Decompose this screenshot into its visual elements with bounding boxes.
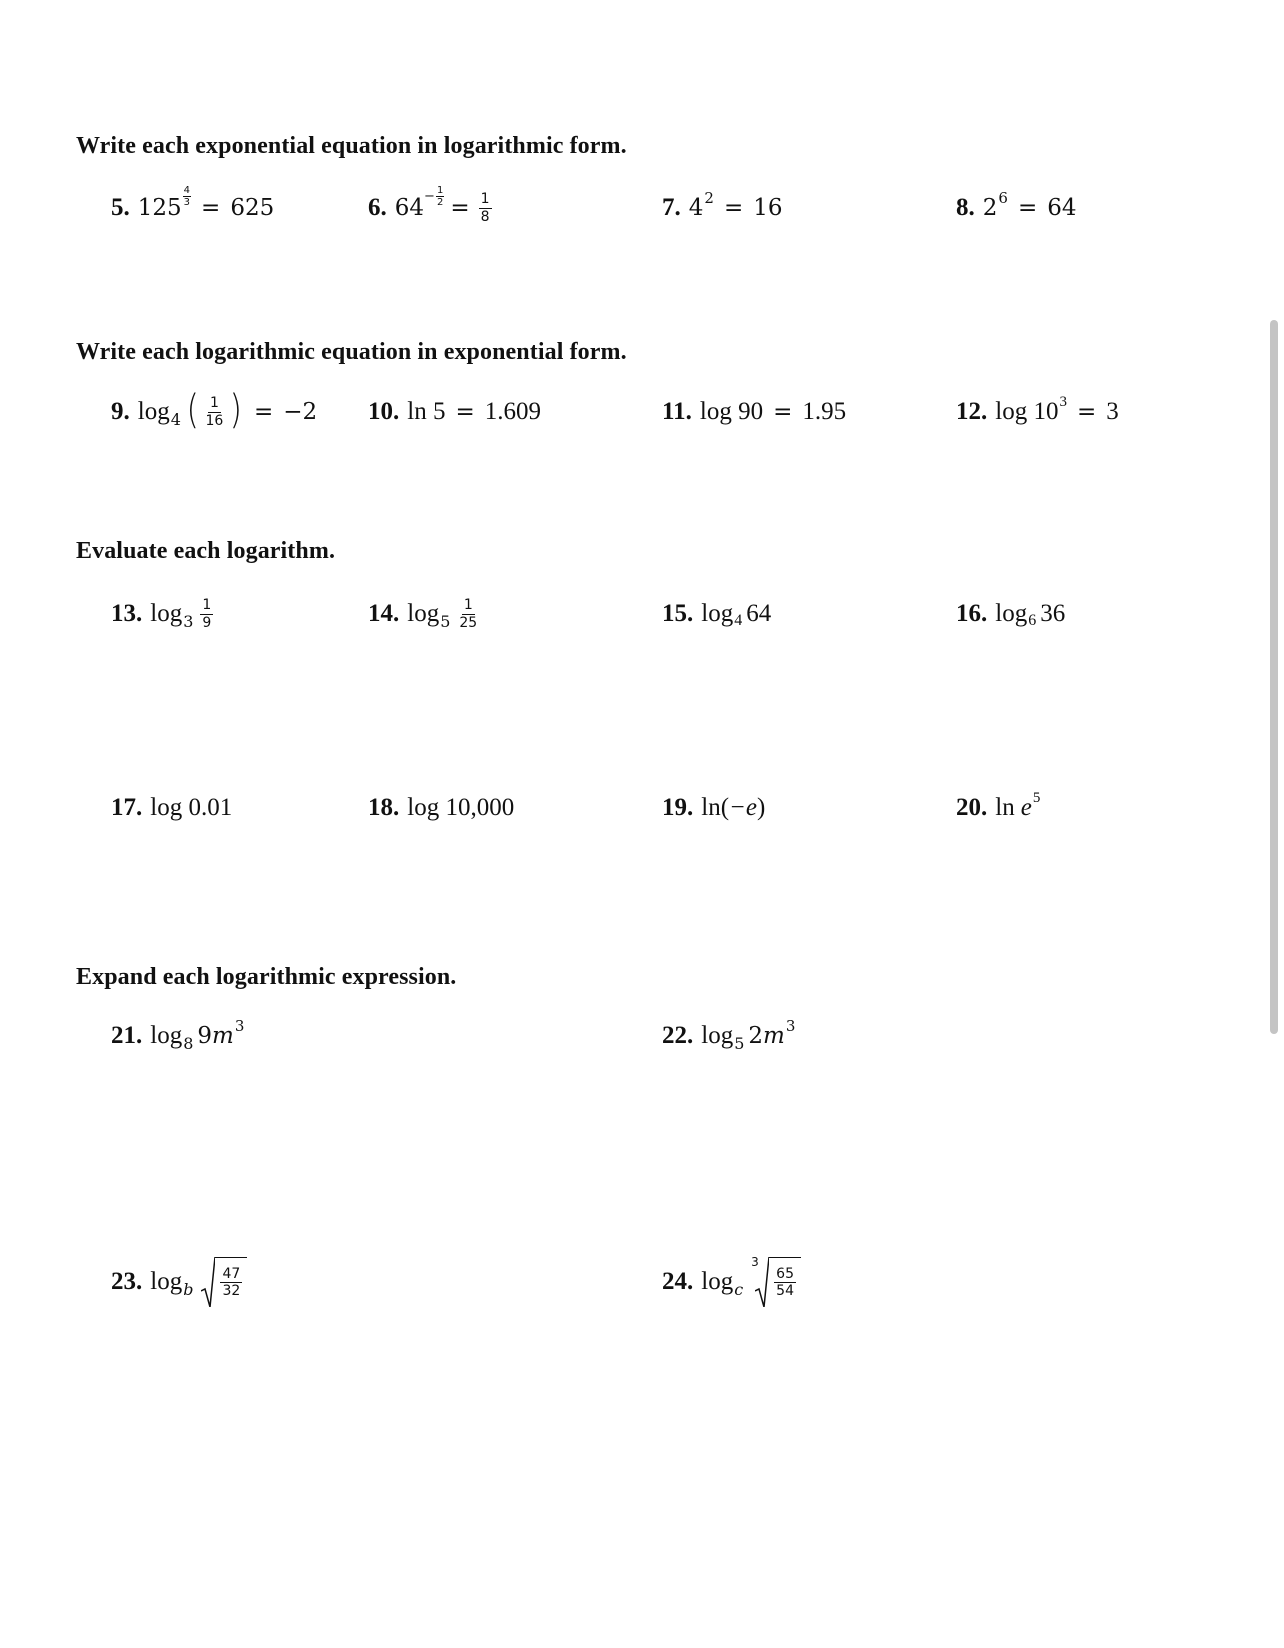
rad-denominator: 54 (776, 1283, 794, 1299)
problem-number: 21. (111, 1022, 143, 1049)
exponent: 2 (704, 189, 714, 207)
log-base: 4 (170, 409, 181, 429)
exp-numerator: 1 (436, 184, 444, 196)
equals: = (455, 399, 475, 425)
problem-23 (111, 1252, 247, 1312)
log-label: log (701, 1022, 734, 1049)
coefficient: 9 (197, 1023, 213, 1049)
section-heading-evaluate: Evaluate each logarithm. (76, 538, 336, 564)
exp-sign: − (424, 188, 435, 204)
log-label: log (150, 1022, 183, 1049)
radicand-fraction (774, 1266, 796, 1299)
problem-number: 13. (111, 600, 143, 627)
problem-number: 19. (662, 794, 694, 821)
problem-number: 15. (662, 600, 694, 627)
coefficient: 2 (748, 1023, 764, 1049)
radicand-fraction (220, 1266, 242, 1299)
exp-denominator: 3 (183, 196, 191, 208)
base: 2 (982, 195, 998, 221)
exponent: 3 (1059, 393, 1067, 410)
log-base: 5 (734, 1033, 745, 1053)
problem-20 (956, 778, 1040, 838)
problem-5 (111, 178, 274, 238)
exponent: 6 (998, 189, 1008, 207)
ln-label: ln (995, 794, 1015, 821)
log-base: 3 (183, 611, 194, 631)
section-heading-logarithmic-form: Write each exponential equation in logarithmic form. (76, 133, 627, 159)
rhs: −2 (283, 399, 318, 425)
log-base: 8 (183, 1033, 194, 1053)
exponent: 3 (234, 1017, 245, 1035)
expression: log 0.01 (150, 794, 233, 821)
e-symbol: e (1020, 794, 1032, 821)
rad-numerator: 65 (776, 1265, 794, 1282)
exponent: 5 (1032, 789, 1041, 806)
expression: log 10 (995, 398, 1059, 425)
variable: m (212, 1023, 234, 1049)
log-label: log (701, 1268, 734, 1295)
arg-fraction (457, 597, 479, 630)
log-label: log (701, 600, 734, 627)
rhs: 3 (1106, 398, 1119, 425)
exponent: 3 (785, 1017, 796, 1035)
problem-18 (368, 778, 514, 838)
rad-denominator: 32 (222, 1283, 241, 1299)
problem-8 (956, 178, 1077, 238)
problem-17 (111, 778, 232, 838)
problem-number: 6. (368, 194, 387, 221)
log-base: b (183, 1279, 194, 1299)
argument: −e (729, 794, 757, 821)
problem-number: 7. (662, 194, 681, 221)
radicand (215, 1257, 247, 1307)
expression: log 10,000 (407, 794, 515, 821)
rhs: 625 (230, 195, 275, 221)
left-paren: ( (186, 387, 199, 433)
rhs: 1.609 (484, 398, 541, 425)
problem-number: 9. (111, 398, 130, 425)
rhs: 64 (1047, 195, 1077, 221)
exponent-fraction (436, 185, 444, 208)
exp-denominator: 2 (436, 196, 444, 208)
base: 64 (394, 195, 425, 221)
arg-denominator: 16 (205, 412, 224, 429)
variable: m (763, 1023, 785, 1049)
close-paren: ) (757, 794, 766, 821)
radicand (769, 1257, 801, 1307)
equals: = (773, 399, 793, 425)
log-label: log (150, 600, 183, 627)
problem-16 (956, 584, 1065, 644)
log-base: 5 (440, 611, 451, 631)
log-label: log (137, 398, 170, 425)
problem-number: 14. (368, 600, 400, 627)
argument: 36 (1040, 600, 1066, 627)
problem-13 (111, 584, 216, 644)
arg-denominator: 25 (459, 614, 478, 631)
ln-label: ln( (701, 794, 730, 821)
rhs-numerator: 1 (480, 191, 490, 208)
problem-number: 8. (956, 194, 975, 221)
problem-number: 10. (368, 398, 400, 425)
expression: ln 5 (407, 398, 446, 425)
exp-numerator: 4 (183, 184, 191, 196)
problem-19 (662, 778, 765, 838)
problem-14 (368, 584, 482, 644)
problem-6 (368, 178, 495, 238)
equals: = (201, 195, 221, 221)
equals: = (1017, 195, 1038, 221)
rhs-denominator: 8 (480, 208, 490, 225)
rhs: 1.95 (802, 398, 847, 425)
problem-10 (368, 382, 541, 442)
problem-9 (111, 382, 317, 442)
arg-fraction (204, 395, 226, 428)
log-label: log (150, 1268, 183, 1295)
arg-numerator: 1 (209, 395, 219, 412)
problem-number: 23. (111, 1268, 143, 1295)
problem-12 (956, 382, 1119, 442)
equals: = (253, 399, 274, 425)
rhs-fraction (479, 191, 492, 224)
rad-numerator: 47 (222, 1265, 241, 1282)
square-root (201, 1257, 247, 1307)
problem-number: 5. (111, 194, 130, 221)
base: 125 (137, 195, 182, 221)
problem-number: 11. (662, 398, 692, 425)
equals: = (723, 195, 744, 221)
log-base: 4 (734, 612, 743, 629)
problem-21 (111, 1006, 244, 1066)
arg-numerator: 1 (463, 597, 473, 614)
cube-root (751, 1257, 801, 1307)
problem-11 (662, 382, 846, 442)
problem-22 (662, 1006, 795, 1066)
arg-fraction (200, 597, 213, 630)
right-paren: ) (229, 387, 243, 433)
problem-number: 20. (956, 794, 988, 821)
problem-number: 17. (111, 794, 143, 821)
problem-number: 24. (662, 1268, 694, 1295)
problem-number: 12. (956, 398, 988, 425)
vertical-scrollbar[interactable] (1270, 320, 1278, 1034)
equals: = (450, 195, 470, 221)
log-label: log (995, 600, 1028, 627)
arg-numerator: 1 (202, 597, 212, 614)
section-heading-expand: Expand each logarithmic expression. (76, 964, 457, 990)
problem-number: 22. (662, 1022, 694, 1049)
problem-24 (662, 1252, 801, 1312)
log-base: c (734, 1279, 744, 1299)
arg-denominator: 9 (202, 614, 212, 631)
problem-number: 18. (368, 794, 400, 821)
expression: log 90 (699, 398, 764, 425)
problem-number: 16. (956, 600, 988, 627)
base: 4 (688, 195, 704, 221)
rhs: 16 (753, 195, 783, 221)
equals: = (1076, 399, 1097, 425)
section-heading-exponential-form: Write each logarithmic equation in exponential form. (76, 339, 627, 365)
root-index: 3 (751, 1255, 759, 1269)
log-label: log (407, 600, 440, 627)
log-base: 6 (1028, 612, 1037, 629)
argument: 64 (746, 600, 772, 627)
exponent-fraction (183, 185, 191, 208)
problem-15 (662, 584, 771, 644)
problem-7 (662, 178, 783, 238)
radical-sign-icon (201, 1257, 215, 1307)
